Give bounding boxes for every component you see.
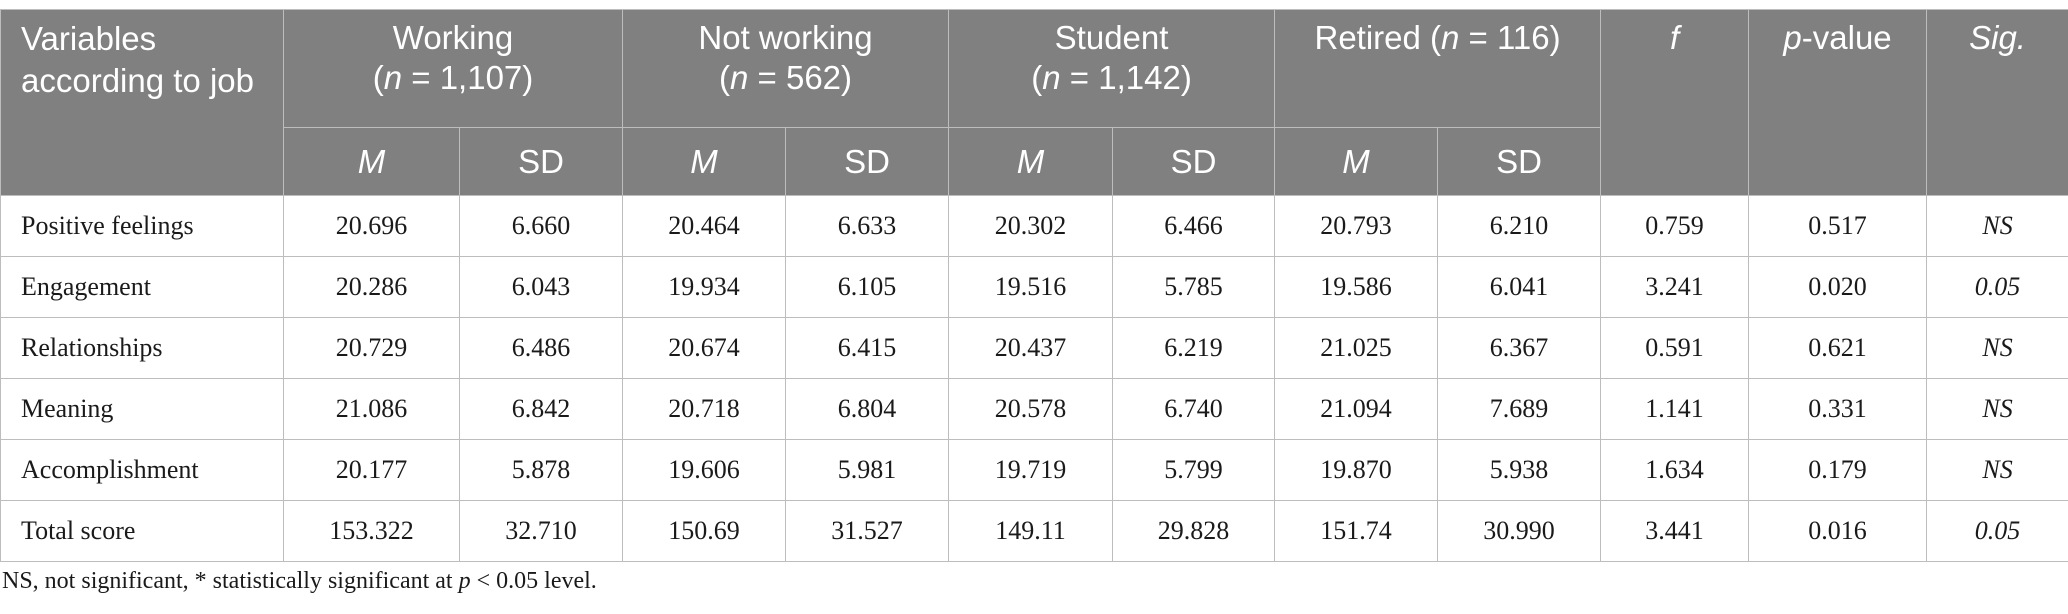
table-cell: 5.799 [1113,440,1275,501]
sig-cell: 0.05 [1927,501,2068,562]
sd-header: SD [460,128,623,196]
m-header: M [284,128,460,196]
table-cell: 150.69 [623,501,786,562]
table-cell: 20.286 [284,257,460,318]
table-cell: 0.331 [1749,379,1927,440]
p-label: p [1783,19,1802,56]
n-label: n [1042,59,1061,96]
header-row-groups [1,10,2068,128]
table-cell: 32.710 [460,501,623,562]
table-cell: 6.842 [460,379,623,440]
table-row [1,501,2068,562]
row-label: Positive feelings [1,196,284,257]
sd-header: SD [1438,128,1601,196]
table-cell: 6.740 [1113,379,1275,440]
sig-cell: NS [1927,196,2068,257]
group-header-student: Student (n = 1,142) [949,10,1275,128]
table-cell: 3.241 [1601,257,1749,318]
table-cell: 0.591 [1601,318,1749,379]
sig-cell: NS [1927,318,2068,379]
sd-header: SD [786,128,949,196]
table-row [1,318,2068,379]
table-cell: 7.689 [1438,379,1601,440]
group-header-not-working: Not working (n = 562) [623,10,949,128]
table-cell: 6.633 [786,196,949,257]
results-table [0,9,2068,562]
n-value: = 562) [748,59,853,96]
table-cell: 6.804 [786,379,949,440]
table-cell: 6.105 [786,257,949,318]
table-cell: 20.793 [1275,196,1438,257]
table-cell: 6.367 [1438,318,1601,379]
table-cell: 0.759 [1601,196,1749,257]
footnote-text: NS, not significant, * statistically significant at [2,568,459,594]
p-suffix: -value [1801,19,1892,56]
group-name: Student [1054,19,1169,56]
m-header: M [623,128,786,196]
table-cell: 29.828 [1113,501,1275,562]
table-cell: 0.016 [1749,501,1927,562]
table-cell: 151.74 [1275,501,1438,562]
table-cell: 20.729 [284,318,460,379]
table-cell: 0.621 [1749,318,1927,379]
n-label: n [730,59,749,96]
table-row [1,379,2068,440]
group-header-working: Working (n = 1,107) [284,10,623,128]
table-body [1,196,2068,562]
table-cell: 149.11 [949,501,1113,562]
table-cell: 20.302 [949,196,1113,257]
results-table-container [0,9,2068,562]
row-label: Relationships [1,318,284,379]
table-cell: 6.660 [460,196,623,257]
sig-cell: 0.05 [1927,257,2068,318]
p-value-header [1749,10,1927,196]
table-cell: 153.322 [284,501,460,562]
table-cell: 19.934 [623,257,786,318]
table-cell: 5.981 [786,440,949,501]
table-cell: 6.041 [1438,257,1601,318]
sd-header: SD [1113,128,1275,196]
group-name: Retired ( [1314,19,1442,56]
table-cell: 21.086 [284,379,460,440]
table-cell: 0.517 [1749,196,1927,257]
row-label: Meaning [1,379,284,440]
table-cell: 6.415 [786,318,949,379]
n-value: = 1,142) [1060,59,1192,96]
table-cell: 5.878 [460,440,623,501]
table-cell: 20.696 [284,196,460,257]
footnote-rest: < 0.05 level. [470,568,597,594]
table-cell: 5.938 [1438,440,1601,501]
footnote [2,568,597,595]
table-cell: 20.177 [284,440,460,501]
table-cell: 1.141 [1601,379,1749,440]
n-label: n [383,59,403,96]
table-cell: 6.210 [1438,196,1601,257]
n-value: = 116) [1459,19,1561,56]
m-header: M [949,128,1113,196]
table-cell: 6.219 [1113,318,1275,379]
footnote-p: p [458,568,471,594]
table-cell: 19.516 [949,257,1113,318]
row-label: Accomplishment [1,440,284,501]
table-cell: 20.578 [949,379,1113,440]
table-cell: 19.586 [1275,257,1438,318]
table-cell: 6.043 [460,257,623,318]
table-cell: 5.785 [1113,257,1275,318]
sig-header: Sig. [1927,10,2068,196]
table-cell: 3.441 [1601,501,1749,562]
table-cell: 20.437 [949,318,1113,379]
f-header: f [1601,10,1749,196]
table-cell: 20.464 [623,196,786,257]
group-name: Working [392,19,514,56]
table-cell: 19.606 [623,440,786,501]
sig-cell: NS [1927,440,2068,501]
group-header-retired [1275,10,1601,128]
table-cell: 19.719 [949,440,1113,501]
table-cell: 21.025 [1275,318,1438,379]
row-label: Total score [1,501,284,562]
sig-cell: NS [1927,379,2068,440]
table-cell: 30.990 [1438,501,1601,562]
row-label: Engagement [1,257,284,318]
table-cell: 6.486 [460,318,623,379]
table-cell: 0.020 [1749,257,1927,318]
table-row [1,440,2068,501]
n-label: n [1441,19,1460,56]
table-cell: 21.094 [1275,379,1438,440]
table-row [1,257,2068,318]
m-header: M [1275,128,1438,196]
table-cell: 20.674 [623,318,786,379]
group-name: Not working [698,19,873,56]
table-cell: 0.179 [1749,440,1927,501]
table-cell: 6.466 [1113,196,1275,257]
n-value: = 1,107) [402,59,534,96]
table-header [1,10,2068,196]
table-cell: 31.527 [786,501,949,562]
variables-header: Variables according to job [1,10,284,196]
table-cell: 20.718 [623,379,786,440]
table-cell: 1.634 [1601,440,1749,501]
table-cell: 19.870 [1275,440,1438,501]
table-row [1,196,2068,257]
